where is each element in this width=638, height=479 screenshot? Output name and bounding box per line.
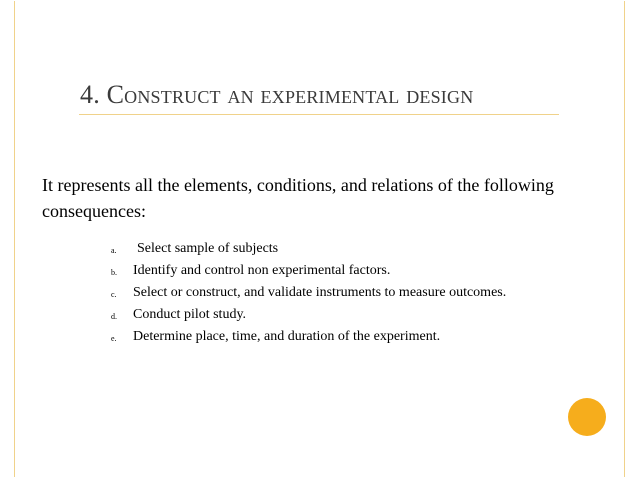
list-marker: c. <box>111 290 117 299</box>
decorative-circle <box>568 398 606 436</box>
list-item-text: Select or construct, and validate instruments to measure outcomes. <box>133 285 507 300</box>
title-underline <box>79 114 559 115</box>
list-item-text: Conduct pilot study. <box>133 307 247 322</box>
list-marker: e. <box>111 334 117 343</box>
list-marker: d. <box>111 312 117 321</box>
slide-frame <box>14 1 625 477</box>
list-marker: b. <box>111 268 117 277</box>
list-item-text: Select sample of subjects <box>137 241 279 256</box>
list-marker: a. <box>111 246 117 255</box>
list-item-text: Identify and control non experimental factors. <box>133 263 391 278</box>
intro-paragraph: It represents all the elements, conditions, and relations of the following consequences: <box>42 175 554 221</box>
list-item-text: Determine place, time, and duration of the experiment. <box>133 329 441 344</box>
slide-title: 4. Construct an experimental design <box>80 80 474 109</box>
